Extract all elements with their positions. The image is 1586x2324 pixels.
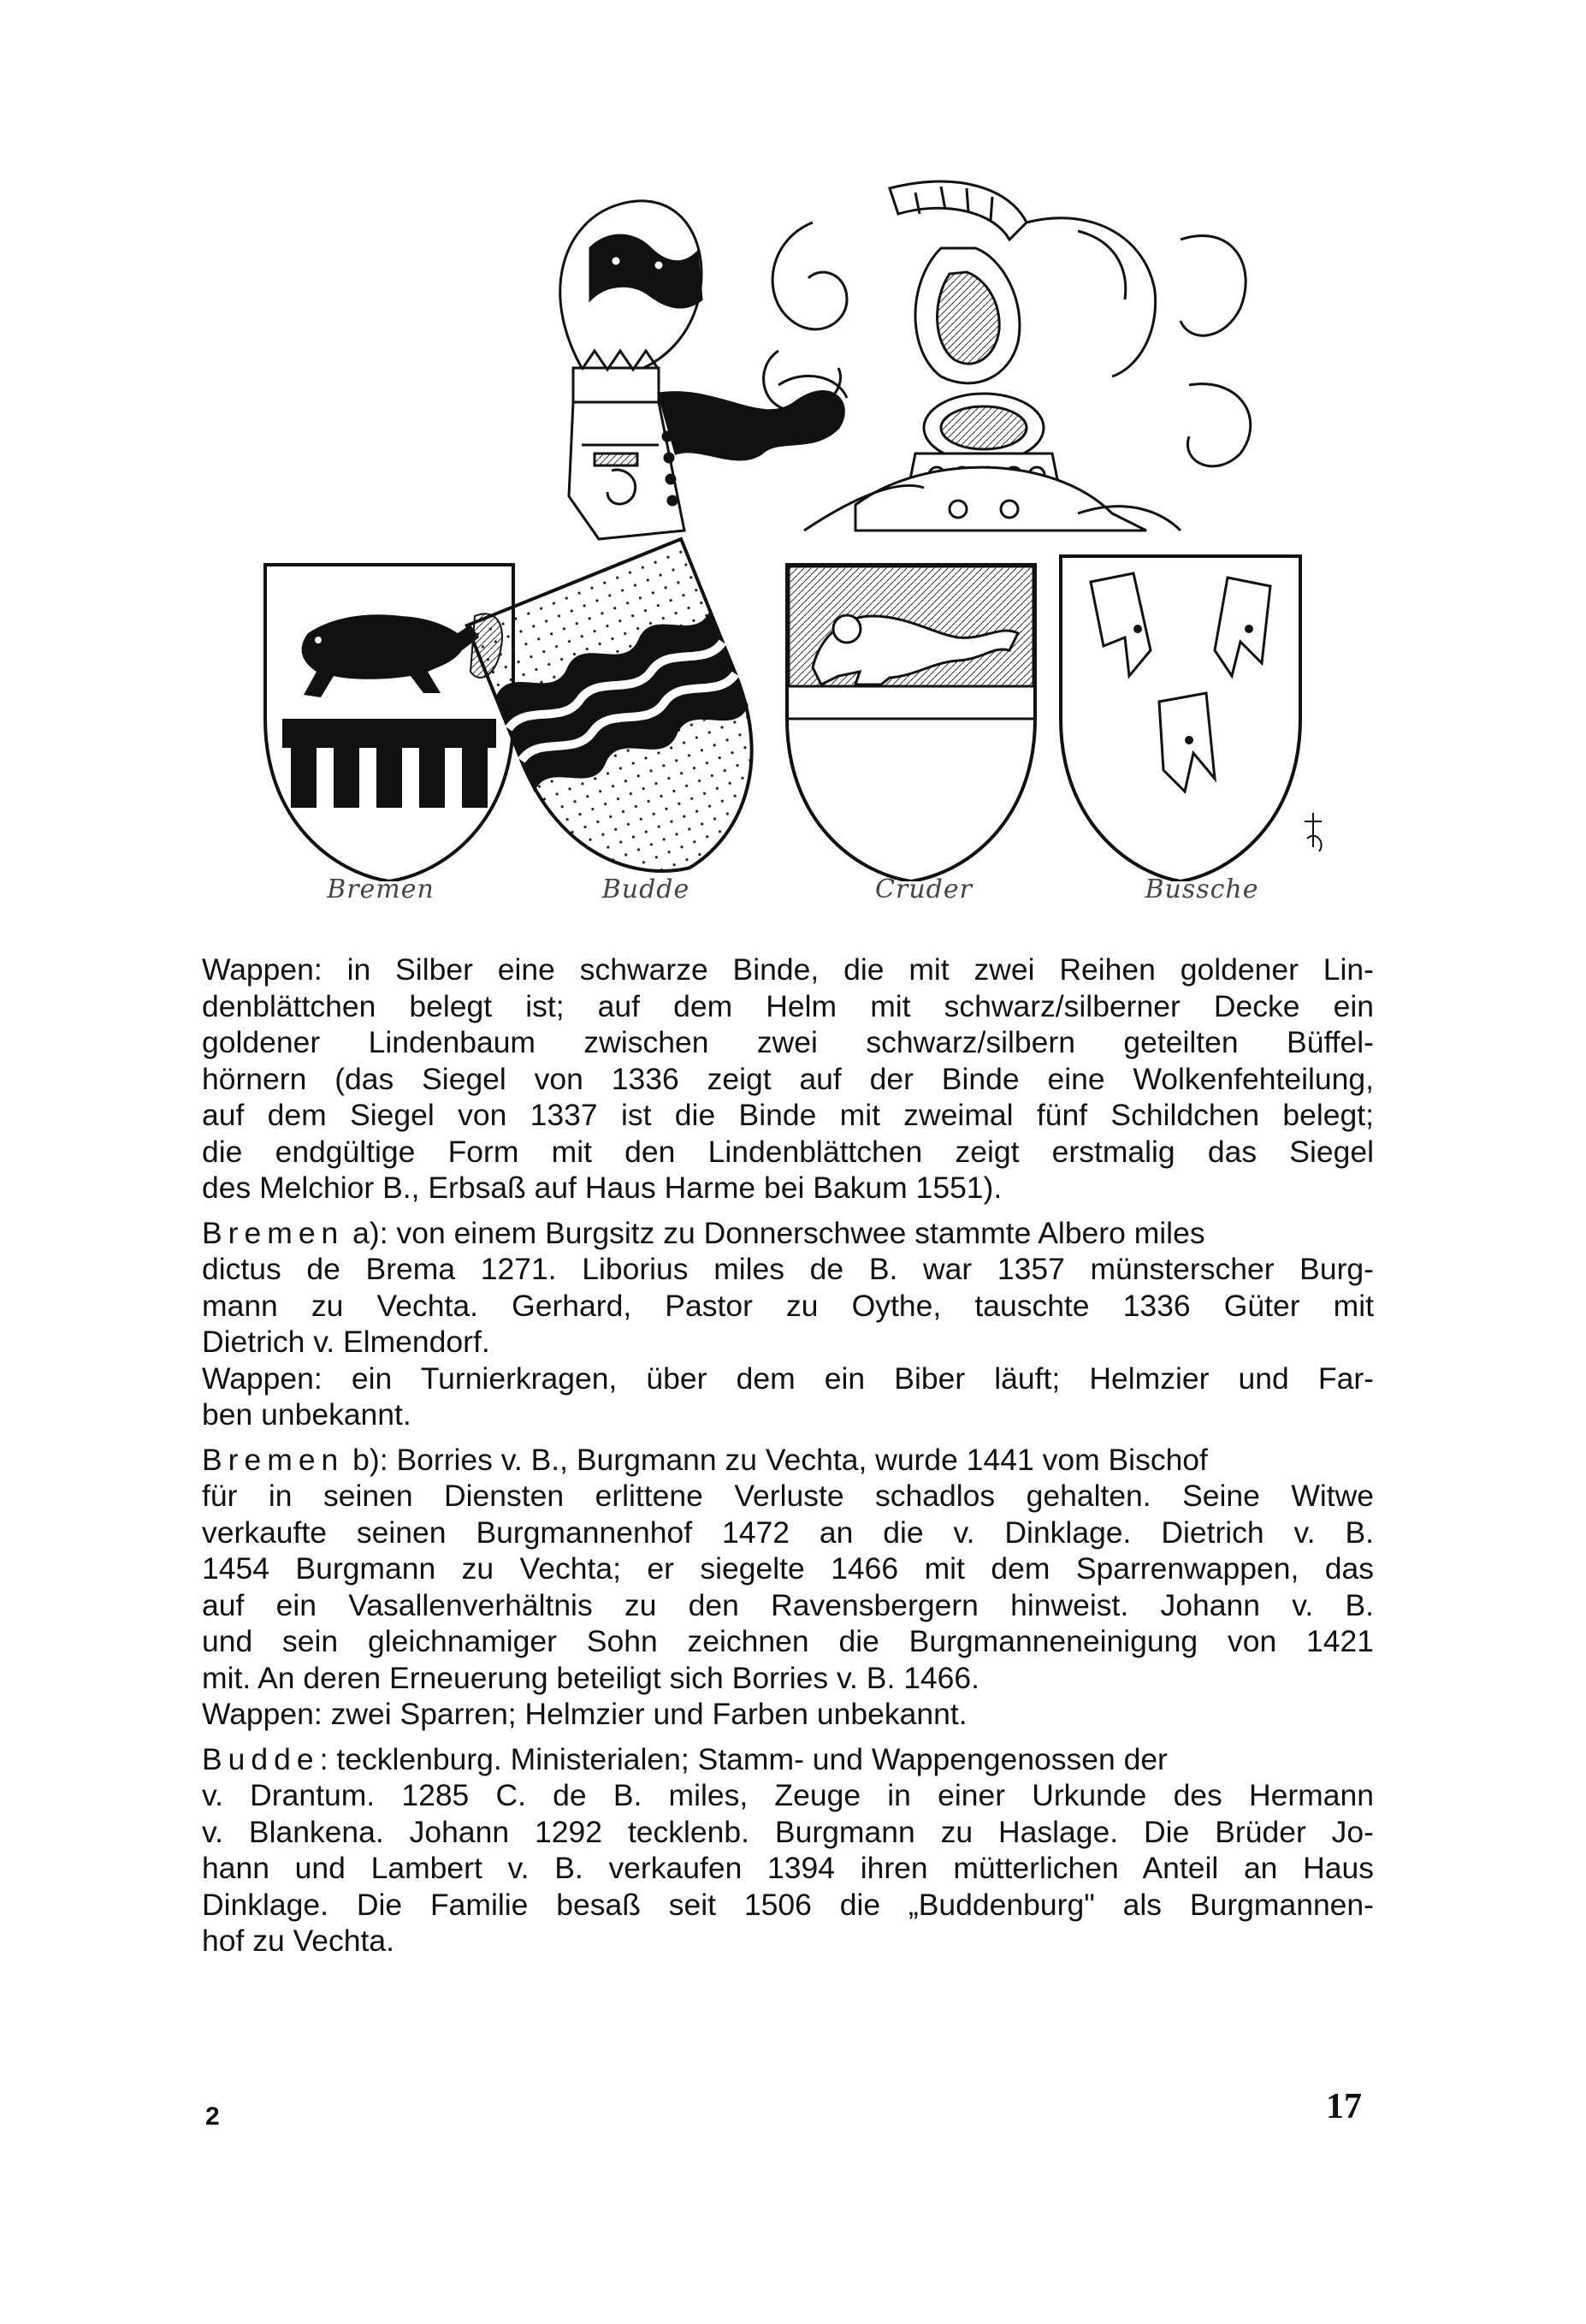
body-text	[202, 952, 1374, 1968]
text-line-rest: b): Borries v. B., Burgmann zu Vechta, wurde 1441 vom Bischof	[344, 1442, 1208, 1477]
caption-bremen: Bremen	[327, 874, 435, 904]
text-line: Wappen: in Silber eine schwarze Binde, die mit zwei Reihen goldener Lin-	[202, 952, 1374, 987]
text-line: hof zu Vechta.	[202, 1924, 394, 1958]
text-line: denblättchen belegt ist; auf dem Helm mit schwarz/silberner Decke ein	[202, 988, 1374, 1023]
text-line	[202, 1741, 1374, 1778]
coats-of-arms-illustration	[257, 171, 1334, 881]
text-line: des Melchior B., Erbsaß auf Haus Harme bei Bakum 1551).	[202, 1171, 1003, 1205]
bussche-crest	[764, 181, 1251, 531]
text-line: die endgültige Form mit den Lindenblättchen zeigt erstmalig das Siegel	[202, 1134, 1374, 1169]
budde-shield	[467, 539, 796, 881]
text-line: dictus de Brema 1271. Liborius miles de B. war 1357 münsterscher Burg-	[202, 1252, 1374, 1286]
paragraph-bremen-b	[202, 1442, 1374, 1733]
text-line: v. Drantum. 1285 C. de B. miles, Zeuge in einer Urkunde des Hermann	[202, 1778, 1374, 1812]
figure-captions	[257, 874, 1334, 917]
text-line: mann zu Vechta. Gerhard, Pastor zu Oythe, tauschte 1336 Güter mit	[202, 1288, 1374, 1323]
caption-cruder: Cruder	[875, 874, 973, 904]
text-line	[202, 1215, 1374, 1252]
page-number: 17	[1326, 2087, 1362, 2126]
text-line: hörnern (das Siegel von 1336 zeigt auf der Binde eine Wolkenfehteilung,	[202, 1061, 1374, 1096]
text-line: mit. An deren Erneuerung beteiligt sich Borries v. B. 1466.	[202, 1660, 980, 1695]
text-line: für in seinen Diensten erlittene Verluste schadlos gehalten. Seine Witwe	[202, 1479, 1374, 1513]
bremen-shield	[265, 565, 513, 881]
cruder-shield	[787, 565, 1035, 881]
text-line: ben unbekannt.	[202, 1397, 411, 1432]
text-line: und sein gleichnamiger Sohn zeichnen die Burgmanneneinigung von 1421	[202, 1624, 1374, 1658]
caption-budde: Budde	[601, 874, 690, 904]
entry-name-bremen: Bremen	[202, 1442, 345, 1477]
paragraph-budde	[202, 1741, 1374, 1959]
text-line: auf ein Vasallenverhältnis zu den Ravensbergern hinweist. Johann v. B.	[202, 1587, 1374, 1622]
text-line: v. Blankena. Johann 1292 tecklenb. Burgmann zu Haslage. Die Brüder Jo-	[202, 1814, 1374, 1849]
caption-bussche: Bussche	[1145, 874, 1259, 904]
paragraph-wappen-lindenblaettchen	[202, 952, 1374, 1206]
entry-name-bremen: Bremen	[202, 1215, 345, 1250]
budde-crest	[560, 201, 847, 539]
text-line: Wappen: ein Turnierkragen, über dem ein Biber läuft; Helmzier und Far-	[202, 1361, 1374, 1396]
text-line	[202, 1442, 1374, 1479]
text-line-rest: a): von einem Burgsitz zu Donnerschwee stammte Albero miles	[344, 1215, 1205, 1250]
artist-monogram	[1305, 813, 1322, 851]
text-line: Wappen: zwei Sparren; Helmzier und Farben unbekannt.	[202, 1697, 968, 1731]
bussche-shield	[1061, 556, 1300, 881]
signature-number: 2	[205, 2102, 220, 2131]
text-line: 1454 Burgmann zu Vechta; er siegelte 1466 mit dem Sparrenwappen, das	[202, 1551, 1374, 1586]
text-line: Dinklage. Die Familie besaß seit 1506 die „Buddenburg" als Burgmannen-	[202, 1887, 1374, 1922]
text-line: hann und Lambert v. B. verkaufen 1394 ihren mütterlichen Anteil an Haus	[202, 1851, 1374, 1885]
paragraph-bremen-a	[202, 1215, 1374, 1433]
text-line: goldener Lindenbaum zwischen zwei schwarz/silbern geteilten Büffel-	[202, 1025, 1374, 1059]
text-line: Dietrich v. Elmendorf.	[202, 1325, 490, 1359]
text-line: auf dem Siegel von 1337 ist die Binde mit zweimal fünf Schildchen belegt;	[202, 1098, 1374, 1132]
entry-name-budde: Budde	[202, 1741, 320, 1776]
text-line: verkaufte seinen Burgmannenhof 1472 an die v. Dinklage. Dietrich v. B.	[202, 1515, 1374, 1550]
text-line-rest: : tecklenburg. Ministerialen; Stamm- und Wappengenossen der	[319, 1741, 1168, 1776]
